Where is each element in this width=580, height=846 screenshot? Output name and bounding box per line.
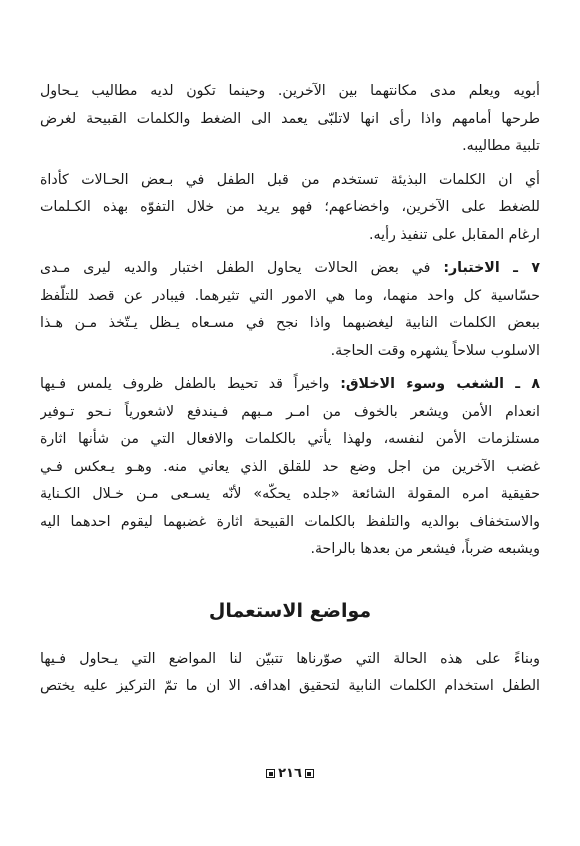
section-lead-7: ٧ ـ الاختبار: — [443, 260, 540, 276]
paragraph-test — [40, 255, 540, 365]
page-number: ٢١٦ — [278, 766, 302, 781]
paragraph-1 — [40, 78, 540, 161]
paragraph-2 — [40, 167, 540, 250]
section-lead-8: ٨ ـ الشغب وسوء الاخلاق: — [340, 376, 540, 392]
paragraph-misbehavior — [40, 371, 540, 564]
square-ornament-icon — [266, 769, 275, 778]
text-line — [40, 371, 540, 399]
text-line: غضب الآخرين من اجل وضع حد للقلق الذي يعاني منه. وهـو يـعكس فـي — [40, 458, 540, 475]
text-line: ارغام المقابل على تنفيذ رأيه. — [369, 226, 540, 243]
text-line — [40, 255, 540, 283]
page-footer — [0, 766, 580, 781]
text-span: في بعض الحالات يحاول الطفل اختبار والديه ليرى مـدى — [40, 260, 444, 276]
text-line: أبويه ويعلم مدى مكانتهما بين الآخرين. وحينما تكون لديه مطاليب يـحاول — [40, 83, 540, 99]
text-line: حقيقية امره المقولة الشائعة «جلده يحكّه» لأنّه يسـعى مـن خـلال الكـناية — [40, 486, 540, 502]
text-line: تلبية مطاليبه. — [462, 138, 540, 154]
text-line: طرحها أمامهم واذا رأى انها لاتلبّى يعمد الى الضغط والكلمات القبيحة لغرض — [40, 110, 540, 127]
text-line: انعدام الأمن ويشعر بالخوف من امـر مـبهم فـيندفع لاشعورياً نـحو تـوفير — [40, 403, 540, 420]
text-line: الاسلوب سلاحاً يشهره وقت الحاجة. — [330, 342, 540, 359]
text-line: وبناءً على هذه الحالة التي صوّرناها تتبيّن لنا المواضع التي يـحاول فـيها — [40, 650, 540, 667]
text-line: الطفل استخدام الكلمات النابية لتحقيق اهدافه. الا ان ما تمّ التركيز عليه يختص — [40, 678, 540, 694]
text-line: ببعض الكلمات النابية ليغضبهما واذا نجح في مسـعاه يـظل يـتّخذ مـن هـذا — [40, 315, 540, 331]
text-line: مستلزمات الأمن لنفسه، ولهذا يأتي بالكلمات والافعال التي من شأنها اثارة — [40, 431, 540, 447]
text-line: ويشبعه ضرباً، فيشعر من بعدها بالراحة. — [310, 541, 540, 557]
text-line: للضغط على الآخرين، واخضاعهم؛ فهو يريد من خلال التفوّه بهذه الكـلمات — [40, 199, 540, 215]
text-line: أي ان الكلمات البذيئة تستخدم من قبل الطفل في بـعض الحـالات كأداة — [40, 171, 540, 188]
page-body — [40, 78, 540, 707]
section-heading: مواضع الاستعمال — [208, 599, 372, 622]
text-line: حسّاسية كل واحد منهما، وما هي الامور التي تثيرهما. فيبادر عن قصد للتلّفظ — [40, 287, 540, 304]
square-ornament-icon — [305, 769, 314, 778]
text-line: والاستخفاف بوالديه والتلفظ بالكلمات القبيحة اثارة غضبهما ليقوم احدهما اليه — [40, 513, 540, 530]
paragraph-closing — [40, 646, 540, 701]
text-span: واخيراً قد تحيط بالطفل ظروف يلمس فـيها — [40, 376, 341, 392]
